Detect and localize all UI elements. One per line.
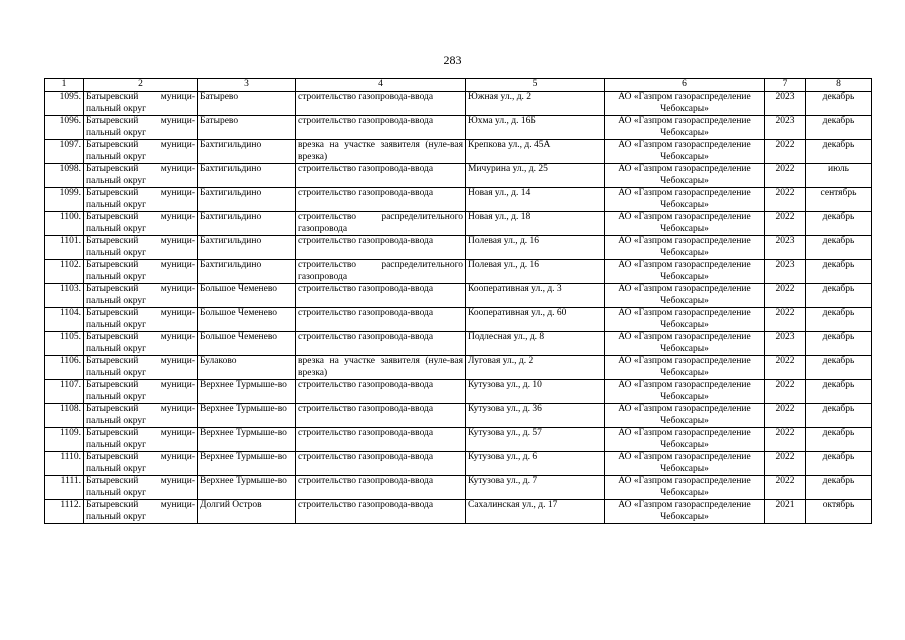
- district-cell: Батыревский муници-пальный округ: [84, 476, 198, 500]
- organization-cell: АО «Газпром газораспределение Чебоксары»: [605, 212, 765, 236]
- address-cell: Мичурина ул., д. 25: [466, 164, 605, 188]
- month-cell: декабрь: [806, 260, 872, 284]
- address-cell: Новая ул., д. 14: [466, 188, 605, 212]
- address-cell: Южная ул., д. 2: [466, 92, 605, 116]
- organization-cell: АО «Газпром газораспределение Чебоксары»: [605, 260, 765, 284]
- year-cell: 2023: [765, 332, 806, 356]
- work-type-cell: строительство газопровода-ввода: [296, 332, 466, 356]
- month-cell: декабрь: [806, 428, 872, 452]
- column-header: 7: [765, 79, 806, 92]
- table-row: [45, 140, 872, 164]
- locality-cell: Верхнее Турмыше-во: [198, 428, 296, 452]
- locality-cell: Бахтигильдино: [198, 164, 296, 188]
- month-cell: декабрь: [806, 116, 872, 140]
- organization-cell: АО «Газпром газораспределение Чебоксары»: [605, 332, 765, 356]
- address-cell: Луговая ул., д. 2: [466, 356, 605, 380]
- district-cell: Батыревский муници-пальный округ: [84, 308, 198, 332]
- month-cell: декабрь: [806, 308, 872, 332]
- month-cell: декабрь: [806, 92, 872, 116]
- month-cell: декабрь: [806, 452, 872, 476]
- row-number: 1109.: [45, 428, 84, 452]
- table-row: [45, 332, 872, 356]
- month-cell: декабрь: [806, 356, 872, 380]
- district-cell: Батыревский муници-пальный округ: [84, 140, 198, 164]
- address-cell: Кутузова ул., д. 57: [466, 428, 605, 452]
- row-number: 1112.: [45, 500, 84, 524]
- organization-cell: АО «Газпром газораспределение Чебоксары»: [605, 308, 765, 332]
- work-type-cell: строительство газопровода-ввода: [296, 404, 466, 428]
- district-cell: Батыревский муници-пальный округ: [84, 188, 198, 212]
- year-cell: 2021: [765, 500, 806, 524]
- year-cell: 2022: [765, 212, 806, 236]
- year-cell: 2022: [765, 476, 806, 500]
- address-cell: Подлесная ул., д. 8: [466, 332, 605, 356]
- year-cell: 2023: [765, 92, 806, 116]
- month-cell: июль: [806, 164, 872, 188]
- locality-cell: Верхнее Турмыше-во: [198, 452, 296, 476]
- row-number: 1110.: [45, 452, 84, 476]
- row-number: 1106.: [45, 356, 84, 380]
- year-cell: 2022: [765, 356, 806, 380]
- table-row: [45, 284, 872, 308]
- locality-cell: Большое Чеменево: [198, 284, 296, 308]
- address-cell: Полевая ул., д. 16: [466, 260, 605, 284]
- row-number: 1096.: [45, 116, 84, 140]
- work-type-cell: строительство газопровода-ввода: [296, 236, 466, 260]
- month-cell: декабрь: [806, 284, 872, 308]
- district-cell: Батыревский муници-пальный округ: [84, 92, 198, 116]
- locality-cell: Булаково: [198, 356, 296, 380]
- work-type-cell: строительство газопровода-ввода: [296, 164, 466, 188]
- row-number: 1095.: [45, 92, 84, 116]
- locality-cell: Бахтигильдино: [198, 236, 296, 260]
- district-cell: Батыревский муници-пальный округ: [84, 260, 198, 284]
- address-cell: Кутузова ул., д. 36: [466, 404, 605, 428]
- page-number: 283: [443, 53, 462, 67]
- locality-cell: Большое Чеменево: [198, 308, 296, 332]
- table-row: [45, 380, 872, 404]
- locality-cell: Большое Чеменево: [198, 332, 296, 356]
- district-cell: Батыревский муници-пальный округ: [84, 356, 198, 380]
- locality-cell: Бахтигильдино: [198, 260, 296, 284]
- column-header: 5: [466, 79, 605, 92]
- locality-cell: Верхнее Турмыше-во: [198, 476, 296, 500]
- organization-cell: АО «Газпром газораспределение Чебоксары»: [605, 284, 765, 308]
- work-type-cell: врезка на участке заявителя (нуле-вая врезка): [296, 356, 466, 380]
- year-cell: 2022: [765, 188, 806, 212]
- month-cell: декабрь: [806, 212, 872, 236]
- year-cell: 2022: [765, 380, 806, 404]
- organization-cell: АО «Газпром газораспределение Чебоксары»: [605, 380, 765, 404]
- column-header: 3: [198, 79, 296, 92]
- address-cell: Кооперативная ул., д. 60: [466, 308, 605, 332]
- address-cell: Кооперативная ул., д. 3: [466, 284, 605, 308]
- month-cell: декабрь: [806, 236, 872, 260]
- work-type-cell: строительство газопровода-ввода: [296, 380, 466, 404]
- locality-cell: Верхнее Турмыше-во: [198, 404, 296, 428]
- row-number: 1100.: [45, 212, 84, 236]
- district-cell: Батыревский муници-пальный округ: [84, 284, 198, 308]
- district-cell: Батыревский муници-пальный округ: [84, 164, 198, 188]
- row-number: 1102.: [45, 260, 84, 284]
- month-cell: декабрь: [806, 404, 872, 428]
- column-header: 6: [605, 79, 765, 92]
- work-type-cell: строительство газопровода-ввода: [296, 476, 466, 500]
- district-cell: Батыревский муници-пальный округ: [84, 404, 198, 428]
- locality-cell: Бахтигильдино: [198, 188, 296, 212]
- district-cell: Батыревский муници-пальный округ: [84, 212, 198, 236]
- district-cell: Батыревский муници-пальный округ: [84, 116, 198, 140]
- organization-cell: АО «Газпром газораспределение Чебоксары»: [605, 428, 765, 452]
- month-cell: декабрь: [806, 476, 872, 500]
- district-cell: Батыревский муници-пальный округ: [84, 332, 198, 356]
- work-type-cell: строительство распределительного газопровода: [296, 260, 466, 284]
- column-header: 8: [806, 79, 872, 92]
- year-cell: 2023: [765, 236, 806, 260]
- organization-cell: АО «Газпром газораспределение Чебоксары»: [605, 236, 765, 260]
- work-type-cell: строительство газопровода-ввода: [296, 92, 466, 116]
- table-row: [45, 356, 872, 380]
- locality-cell: Верхнее Турмыше-во: [198, 380, 296, 404]
- work-type-cell: строительство газопровода-ввода: [296, 500, 466, 524]
- address-cell: Сахалинская ул., д. 17: [466, 500, 605, 524]
- year-cell: 2022: [765, 284, 806, 308]
- year-cell: 2022: [765, 140, 806, 164]
- table-row: [45, 116, 872, 140]
- district-cell: Батыревский муници-пальный округ: [84, 428, 198, 452]
- row-number: 1098.: [45, 164, 84, 188]
- organization-cell: АО «Газпром газораспределение Чебоксары»: [605, 452, 765, 476]
- row-number: 1108.: [45, 404, 84, 428]
- table-row: [45, 452, 872, 476]
- organization-cell: АО «Газпром газораспределение Чебоксары»: [605, 356, 765, 380]
- row-number: 1103.: [45, 284, 84, 308]
- organization-cell: АО «Газпром газораспределение Чебоксары»: [605, 404, 765, 428]
- column-header: 4: [296, 79, 466, 92]
- table-row: [45, 500, 872, 524]
- row-number: 1101.: [45, 236, 84, 260]
- table-row: [45, 404, 872, 428]
- organization-cell: АО «Газпром газораспределение Чебоксары»: [605, 500, 765, 524]
- row-number: 1105.: [45, 332, 84, 356]
- column-header: 1: [45, 79, 84, 92]
- address-cell: Полевая ул., д. 16: [466, 236, 605, 260]
- table-row: [45, 212, 872, 236]
- column-header: 2: [84, 79, 198, 92]
- row-number: 1097.: [45, 140, 84, 164]
- row-number: 1107.: [45, 380, 84, 404]
- row-number: 1104.: [45, 308, 84, 332]
- address-cell: Кутузова ул., д. 6: [466, 452, 605, 476]
- month-cell: декабрь: [806, 380, 872, 404]
- locality-cell: Батырево: [198, 92, 296, 116]
- locality-cell: Батырево: [198, 116, 296, 140]
- table-row: [45, 260, 872, 284]
- work-type-cell: строительство газопровода-ввода: [296, 452, 466, 476]
- locality-cell: Бахтигильдино: [198, 140, 296, 164]
- table-row: [45, 236, 872, 260]
- year-cell: 2022: [765, 428, 806, 452]
- district-cell: Батыревский муници-пальный округ: [84, 236, 198, 260]
- organization-cell: АО «Газпром газораспределение Чебоксары»: [605, 140, 765, 164]
- address-cell: Новая ул., д. 18: [466, 212, 605, 236]
- district-cell: Батыревский муници-пальный округ: [84, 380, 198, 404]
- organization-cell: АО «Газпром газораспределение Чебоксары»: [605, 164, 765, 188]
- gasification-table: [44, 78, 872, 524]
- year-cell: 2022: [765, 404, 806, 428]
- work-type-cell: строительство газопровода-ввода: [296, 284, 466, 308]
- table-row: [45, 476, 872, 500]
- locality-cell: Бахтигильдино: [198, 212, 296, 236]
- locality-cell: Долгий Остров: [198, 500, 296, 524]
- table-row: [45, 428, 872, 452]
- organization-cell: АО «Газпром газораспределение Чебоксары»: [605, 92, 765, 116]
- row-number: 1099.: [45, 188, 84, 212]
- year-cell: 2022: [765, 164, 806, 188]
- table-row: [45, 92, 872, 116]
- address-cell: Кутузова ул., д. 7: [466, 476, 605, 500]
- work-type-cell: строительство газопровода-ввода: [296, 428, 466, 452]
- address-cell: Юхма ул., д. 16Б: [466, 116, 605, 140]
- work-type-cell: строительство газопровода-ввода: [296, 188, 466, 212]
- year-cell: 2023: [765, 116, 806, 140]
- organization-cell: АО «Газпром газораспределение Чебоксары»: [605, 476, 765, 500]
- organization-cell: АО «Газпром газораспределение Чебоксары»: [605, 116, 765, 140]
- work-type-cell: строительство распределительного газопровода: [296, 212, 466, 236]
- table-row: [45, 308, 872, 332]
- month-cell: сентябрь: [806, 188, 872, 212]
- table-row: [45, 188, 872, 212]
- work-type-cell: строительство газопровода-ввода: [296, 308, 466, 332]
- district-cell: Батыревский муници-пальный округ: [84, 500, 198, 524]
- year-cell: 2022: [765, 308, 806, 332]
- month-cell: декабрь: [806, 140, 872, 164]
- district-cell: Батыревский муници-пальный округ: [84, 452, 198, 476]
- year-cell: 2022: [765, 452, 806, 476]
- row-number: 1111.: [45, 476, 84, 500]
- organization-cell: АО «Газпром газораспределение Чебоксары»: [605, 188, 765, 212]
- work-type-cell: врезка на участке заявителя (нуле-вая врезка): [296, 140, 466, 164]
- month-cell: декабрь: [806, 332, 872, 356]
- header-row: [45, 79, 872, 92]
- year-cell: 2023: [765, 260, 806, 284]
- month-cell: октябрь: [806, 500, 872, 524]
- address-cell: Крепкова ул., д. 45А: [466, 140, 605, 164]
- work-type-cell: строительство газопровода-ввода: [296, 116, 466, 140]
- address-cell: Кутузова ул., д. 10: [466, 380, 605, 404]
- table-row: [45, 164, 872, 188]
